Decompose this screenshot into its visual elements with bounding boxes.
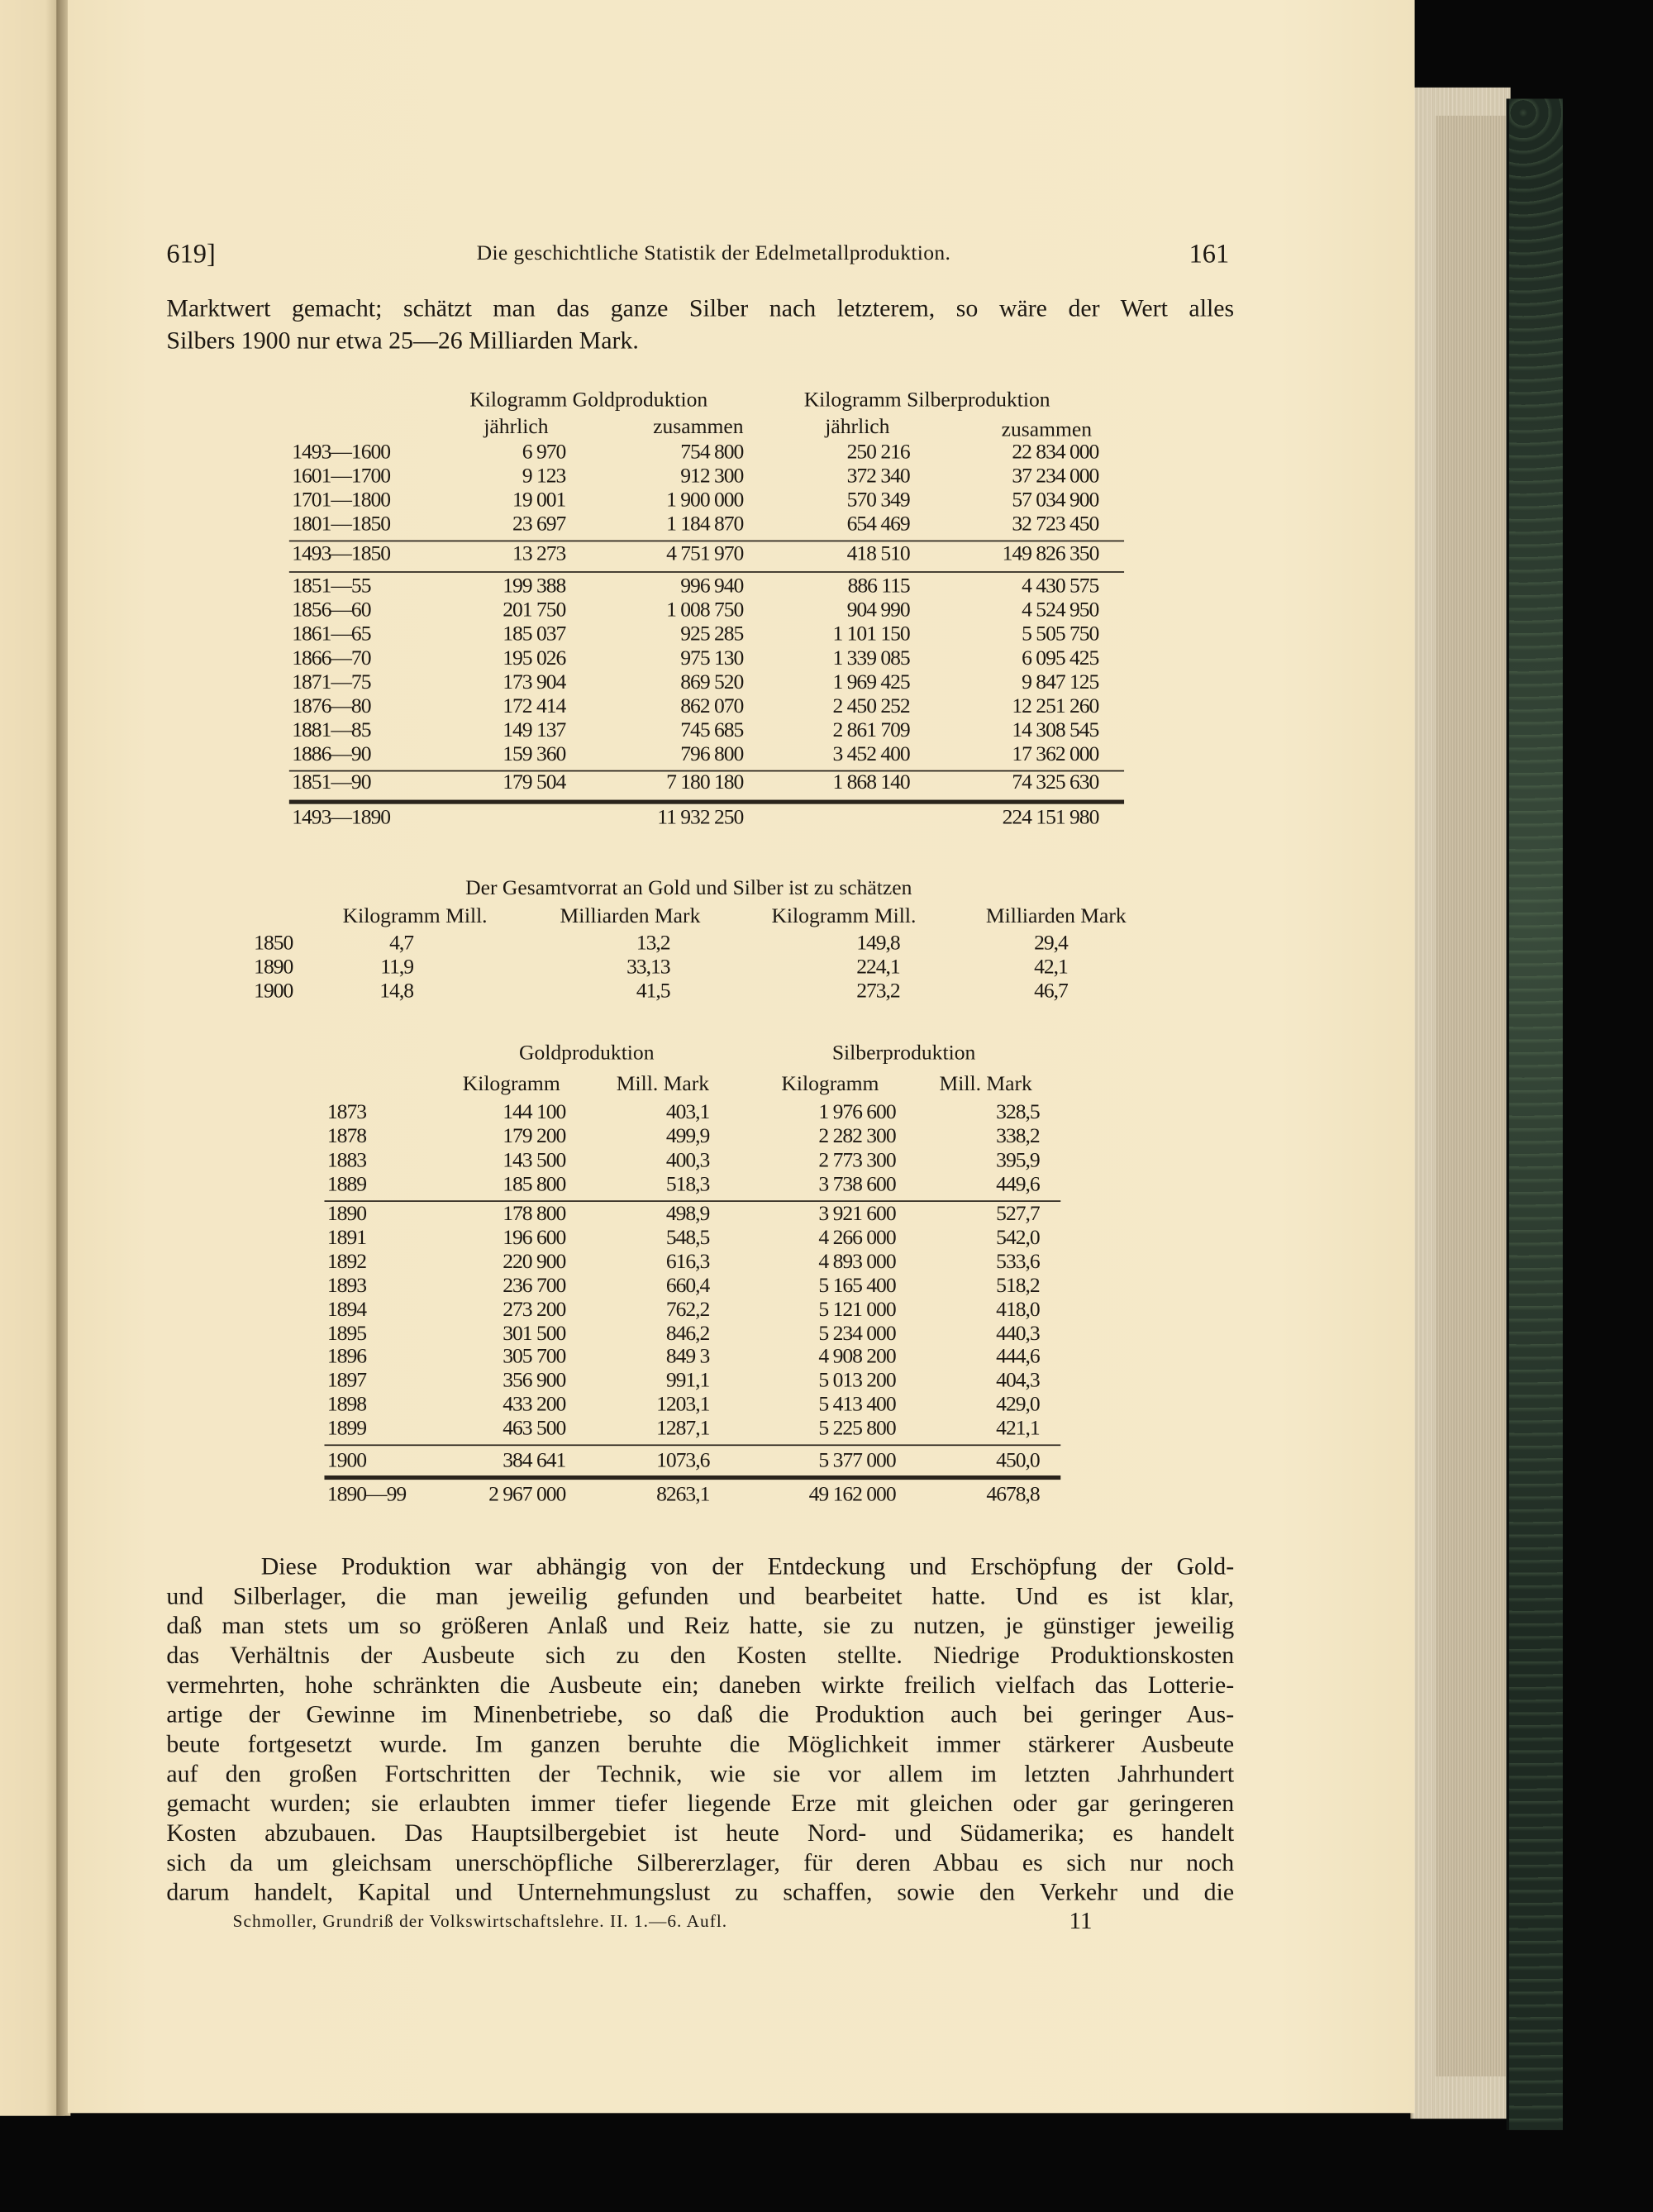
total-row-cell: 4678,8 [986, 1484, 1040, 1507]
subtotal-row-cell: 74 325 630 [1012, 771, 1099, 794]
table-row-cell: 29,4 [1034, 932, 1068, 956]
col-header: zusammen [653, 416, 744, 439]
table-row-label: 1893 [326, 1275, 367, 1298]
table-row-cell: 9 123 [522, 465, 566, 489]
body-line: und Silberlager, die man jeweilig gefunden und bearbeitet hatte. Und es ist klar, [166, 1580, 1235, 1610]
table-row-cell: 2 861 709 [832, 719, 910, 742]
body-line: vermehrten, hohe schränkten die Ausbeute ein; daneben wirkte freilich vielfach das Lotterie- [166, 1670, 1235, 1699]
body-line: artige der Gewinne im Minenbetriebe, so daß die Produktion auch bei geringer Aus- [166, 1700, 1235, 1728]
table-row-cell: 9 847 125 [1022, 671, 1099, 694]
table-row-cell: 404,3 [996, 1370, 1040, 1393]
table-row-label: 1881—85 [292, 719, 371, 742]
gold-group-header: Kilogramm Goldproduktion [469, 389, 708, 412]
table-row-label: 1890 [254, 956, 293, 980]
table-row-cell: 925 285 [680, 623, 744, 646]
table-row-cell: 570 349 [846, 489, 910, 512]
table-row-cell: 328,5 [996, 1101, 1040, 1125]
table-row-cell: 5 234 000 [818, 1322, 896, 1346]
table-row-label: 1866—70 [292, 647, 371, 670]
table-row-cell: 421,1 [996, 1418, 1040, 1441]
col-header: Kilogramm Mill. [771, 905, 917, 928]
table-row-cell: 250 216 [846, 441, 910, 465]
table-row-cell: 518,2 [996, 1275, 1040, 1298]
table-row-cell: 13,2 [636, 932, 670, 956]
col-header: Kilogramm [781, 1073, 879, 1096]
subtotal-row-label: 1851—90 [292, 771, 371, 794]
table-row-cell: 41,5 [636, 980, 670, 1004]
table-row-cell: 199 388 [503, 575, 566, 598]
table-row-cell: 869 520 [680, 671, 744, 694]
table-row-cell: 149,8 [856, 932, 900, 956]
table-row-cell: 4 908 200 [818, 1346, 896, 1369]
total-row-cell: 8263,1 [656, 1484, 710, 1507]
col-header: Kilogramm Mill. [342, 905, 488, 928]
gold-group-header: Goldproduktion [518, 1042, 655, 1065]
table-row-cell: 498,9 [665, 1203, 710, 1226]
table-row-cell: 144 100 [503, 1101, 566, 1125]
table-row-cell: 429,0 [996, 1394, 1040, 1417]
table-row-cell: 1287,1 [656, 1418, 710, 1441]
left-page-edge [0, 0, 64, 2116]
table-row-cell: 616,3 [665, 1251, 710, 1274]
subtotal-row-cell: 1 868 140 [832, 771, 910, 794]
total-row-label: 1890—99 [326, 1484, 407, 1507]
table-row-cell: 42,1 [1034, 956, 1068, 980]
subtotal-row-cell: 179 504 [503, 771, 566, 794]
silver-group-header: Silberproduktion [831, 1042, 976, 1065]
table-row-cell: 37 234 000 [1012, 465, 1099, 489]
table-row-cell: 3 921 600 [818, 1203, 896, 1226]
table-rule-thick [324, 1475, 1060, 1480]
subtotal-row-label: 1493—1850 [292, 542, 391, 566]
table-row-cell: 754 800 [680, 441, 744, 465]
table-row-label: 1493—1600 [292, 441, 391, 465]
table-row-cell: 862 070 [680, 695, 744, 718]
footer-citation: Schmoller, Grundriß der Volkswirtschaftslehre. II. 1.—6. Aufl. [232, 1911, 728, 1932]
table-row-label: 1873 [326, 1101, 367, 1125]
table-row-cell: 4 893 000 [818, 1251, 896, 1274]
table-row-cell: 1073,6 [656, 1450, 710, 1473]
table-row-cell: 5 505 750 [1022, 623, 1099, 646]
table-row-cell: 185 037 [503, 623, 566, 646]
table-row-cell: 4 430 575 [1022, 575, 1099, 598]
table-row-label: 1883 [326, 1149, 367, 1173]
table-row-cell: 149 137 [503, 719, 566, 742]
table-row-cell: 1 101 150 [832, 623, 910, 646]
table-row-label: 1850 [254, 932, 293, 956]
table-row-label: 1900 [326, 1450, 367, 1473]
table-row-label: 1861—65 [292, 623, 371, 646]
table-row-cell: 305 700 [503, 1346, 566, 1369]
table-row-cell: 12 251 260 [1012, 695, 1099, 718]
table-row-cell: 912 300 [680, 465, 744, 489]
table-row-label: 1701—1800 [292, 489, 391, 512]
grand-total-row-cell: 224 151 980 [1002, 807, 1099, 830]
table-row-label: 1895 [326, 1322, 367, 1346]
intro-line: Silbers 1900 nur etwa 25—26 Milliarden Mark. [166, 326, 639, 355]
table-row-cell: 444,6 [996, 1346, 1040, 1369]
table-rule-thick [289, 800, 1124, 804]
table-row-cell: 542,0 [996, 1227, 1040, 1250]
subtotal-row-cell: 149 826 350 [1002, 542, 1099, 566]
body-line: Kosten abzubauen. Das Hauptsilbergebiet ist heute Nord- und Südamerika; es handelt [166, 1818, 1235, 1847]
table-row-cell: 17 362 000 [1012, 743, 1099, 766]
table-row-cell: 548,5 [665, 1227, 710, 1250]
table-row-label: 1897 [326, 1370, 367, 1393]
table-row-cell: 527,7 [996, 1203, 1040, 1226]
table-row-cell: 14 308 545 [1012, 719, 1099, 742]
col-header: Mill. Mark [939, 1073, 1032, 1096]
table-row-cell: 450,0 [996, 1450, 1040, 1473]
table-row-cell: 975 130 [680, 647, 744, 670]
col-header: Milliarden Mark [985, 905, 1127, 928]
table-row-cell: 3 738 600 [818, 1173, 896, 1197]
table-row-cell: 1 969 425 [832, 671, 910, 694]
table-row-label: 1889 [326, 1173, 367, 1197]
table-row-cell: 886 115 [847, 575, 910, 598]
table-row-cell: 654 469 [846, 513, 910, 536]
book-cover [1507, 98, 1563, 2129]
table-row-cell: 338,2 [996, 1125, 1040, 1149]
subtotal-row-cell: 418 510 [846, 542, 910, 566]
table-rule [324, 1444, 1060, 1446]
body-line: das Verhältnis der Ausbeute sich zu den Kosten stellte. Niedrige Produktionskosten [166, 1640, 1235, 1669]
table-row-cell: 5 165 400 [818, 1275, 896, 1298]
table-row-cell: 991,1 [665, 1370, 710, 1393]
intro-line: Marktwert gemacht; schätzt man das ganze Silber nach letzterem, so wäre der Wert alles [166, 293, 1235, 322]
table-row-cell: 273,2 [856, 980, 900, 1004]
table-row-cell: 178 800 [503, 1203, 566, 1226]
table-row-cell: 384 641 [503, 1450, 566, 1473]
table-row-cell: 2 773 300 [818, 1149, 896, 1173]
table-row-cell: 463 500 [503, 1418, 566, 1441]
body-line: darum handelt, Kapital und Unternehmungslust zu schaffen, sowie den Verkehr und die [166, 1877, 1235, 1906]
table-row-cell: 2 450 252 [832, 695, 910, 718]
table-row-cell: 403,1 [665, 1101, 710, 1125]
table-row-cell: 185 800 [503, 1173, 566, 1197]
table-row-label: 1899 [326, 1418, 367, 1441]
grand-total-row-label: 1493—1890 [292, 807, 391, 830]
col-header: jährlich [484, 416, 549, 439]
table-row-cell: 745 685 [680, 719, 744, 742]
table-row-cell: 236 700 [503, 1275, 566, 1298]
table-row-cell: 4 524 950 [1022, 599, 1099, 622]
table-row-cell: 19 001 [512, 489, 566, 512]
table-row-cell: 57 034 900 [1012, 489, 1099, 512]
body-line: daß man stets um so größeren Anlaß und Reiz hatte, sie zu nutzen, je günstiger jeweilig [166, 1610, 1235, 1639]
table-row-cell: 849 3 [665, 1346, 710, 1369]
table-row-cell: 1 339 085 [832, 647, 910, 670]
table-row-cell: 846,2 [665, 1322, 710, 1346]
table-row-cell: 5 413 400 [818, 1394, 896, 1417]
table-row-cell: 395,9 [996, 1149, 1040, 1173]
table-row-cell: 1 976 600 [818, 1101, 896, 1125]
silver-group-header: Kilogramm Silberproduktion [803, 389, 1050, 412]
table-row-cell: 172 414 [503, 695, 566, 718]
running-title: Die geschichtliche Statistik der Edelmetallproduktion. [476, 242, 951, 265]
table-row-cell: 1203,1 [656, 1394, 710, 1417]
total-row-cell: 49 162 000 [808, 1484, 896, 1507]
table-row-cell: 433 200 [503, 1394, 566, 1417]
table-row-label: 1878 [326, 1125, 367, 1149]
table-row-label: 1896 [326, 1346, 367, 1369]
table-row-cell: 796 800 [680, 743, 744, 766]
table-row-cell: 173 904 [503, 671, 566, 694]
page-number: 161 [1189, 240, 1230, 269]
table-row-cell: 11,9 [380, 956, 413, 980]
page-ref: 619] [166, 240, 216, 269]
table-row-cell: 356 900 [503, 1370, 566, 1393]
table-row-cell: 762,2 [665, 1298, 710, 1322]
table-row-label: 1886—90 [292, 743, 371, 766]
signature-mark: 11 [1069, 1907, 1093, 1934]
table-row-cell: 996 940 [680, 575, 744, 598]
table-row-cell: 440,3 [996, 1322, 1040, 1346]
table-row-cell: 6 970 [522, 441, 566, 465]
table-rule [289, 571, 1124, 573]
table-row-label: 1894 [326, 1298, 367, 1322]
table-row-cell: 499,9 [665, 1125, 710, 1149]
table-row-cell: 5 225 800 [818, 1418, 896, 1441]
col-header: zusammen [1001, 418, 1093, 442]
table-row-cell: 273 200 [503, 1298, 566, 1322]
grand-total-row-cell: 11 932 250 [657, 807, 744, 830]
table-row-cell: 518,3 [665, 1173, 710, 1197]
table-row-cell: 418,0 [996, 1298, 1040, 1322]
col-header: Kilogramm [462, 1073, 560, 1096]
table-row-label: 1801—1850 [292, 513, 391, 536]
body-line: Diese Produktion war abhängig von der Entdeckung und Erschöpfung der Gold- [260, 1552, 1235, 1580]
table-row-cell: 1 184 870 [666, 513, 744, 536]
table-row-label: 1890 [326, 1203, 367, 1226]
table-row-label: 1851—55 [292, 575, 371, 598]
table-row-cell: 14,8 [379, 980, 413, 1004]
table-row-cell: 4,7 [389, 932, 413, 956]
table-row-cell: 32 723 450 [1012, 513, 1099, 536]
body-line: beute fortgesetzt wurde. Im ganzen beruhte die Möglichkeit immer stärkerer Ausbeute [166, 1729, 1235, 1758]
table-row-cell: 372 340 [846, 465, 910, 489]
table-row-cell: 5 377 000 [818, 1450, 896, 1473]
body-line: gemacht wurden; sie erlaubten immer tiefer liegende Erze mit gleichen oder gar geringeren [166, 1788, 1235, 1817]
table-row-label: 1876—80 [292, 695, 371, 718]
page-edges-inner [1436, 116, 1509, 2076]
table-row-cell: 660,4 [665, 1275, 710, 1298]
table-row-label: 1892 [326, 1251, 367, 1274]
table-row-cell: 179 200 [503, 1125, 566, 1149]
body-line: sich da um gleichsam unerschöpfliche Silbererzlager, für deren Abbau es sich nur noch [166, 1847, 1235, 1876]
table-row-cell: 1 008 750 [666, 599, 744, 622]
table-row-cell: 904 990 [846, 599, 910, 622]
table-row-cell: 201 750 [503, 599, 566, 622]
table-row-cell: 533,6 [996, 1251, 1040, 1274]
table-row-cell: 195 026 [503, 647, 566, 670]
table-row-cell: 1 900 000 [666, 489, 744, 512]
subtotal-row-cell: 7 180 180 [666, 771, 744, 794]
col-header: jährlich [825, 416, 890, 439]
table-row-cell: 196 600 [503, 1227, 566, 1250]
table-row-cell: 22 834 000 [1012, 441, 1099, 465]
table-row-cell: 301 500 [503, 1322, 566, 1346]
table-row-label: 1871—75 [292, 671, 371, 694]
col-header: Milliarden Mark [560, 905, 701, 928]
stock-table-title: Der Gesamtvorrat an Gold und Silber ist zu schätzen [465, 877, 912, 900]
table-row-cell: 5 013 200 [818, 1370, 896, 1393]
table-row-cell: 6 095 425 [1022, 647, 1099, 670]
table-row-cell: 23 697 [512, 513, 566, 536]
table-row-cell: 46,7 [1034, 980, 1068, 1004]
table-row-cell: 159 360 [503, 743, 566, 766]
subtotal-row-cell: 13 273 [512, 542, 566, 566]
table-row-label: 1900 [254, 980, 293, 1004]
body-line: auf den großen Fortschritten der Technik, wie sie vor allem im letzten Jahrhundert [166, 1758, 1235, 1788]
total-row-cell: 2 967 000 [488, 1484, 566, 1507]
table-row-cell: 224,1 [856, 956, 900, 980]
table-row-label: 1601—1700 [292, 465, 391, 489]
subtotal-row-cell: 4 751 970 [666, 542, 744, 566]
table-row-cell: 400,3 [665, 1149, 710, 1173]
table-row-cell: 143 500 [503, 1149, 566, 1173]
table-row-cell: 5 121 000 [818, 1298, 896, 1322]
table-row-cell: 33,13 [626, 956, 670, 980]
table-row-label: 1856—60 [292, 599, 371, 622]
table-row-cell: 220 900 [503, 1251, 566, 1274]
table-row-cell: 2 282 300 [818, 1125, 896, 1149]
table-row-cell: 449,6 [996, 1173, 1040, 1197]
table-row-cell: 3 452 400 [832, 743, 910, 766]
table-row-label: 1891 [326, 1227, 367, 1250]
table-row-label: 1898 [326, 1394, 367, 1417]
table-row-cell: 4 266 000 [818, 1227, 896, 1250]
col-header: Mill. Mark [616, 1073, 710, 1096]
